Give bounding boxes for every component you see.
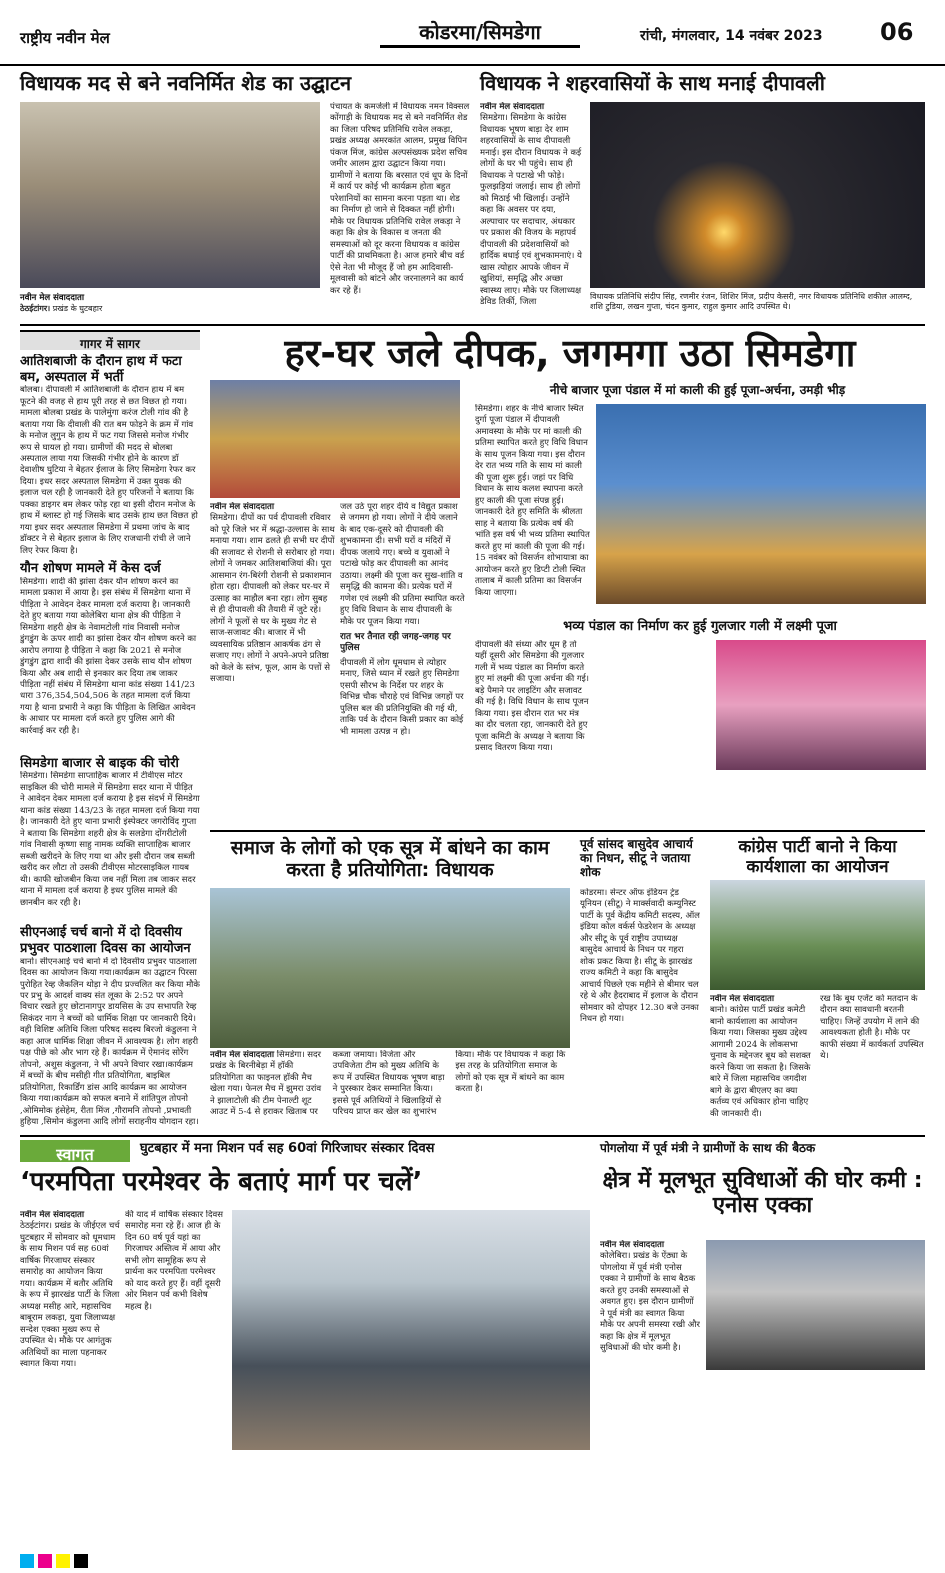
- divider: [20, 324, 925, 326]
- lakshmi-body2: [596, 640, 711, 810]
- kali-body: सिमडेगा। शहर के नीचे बाजार स्थित दुर्गा पूजा पंडाल में दीपावली अमावस्या के मौके पर मां काली की प्रतिमा स्थापित करते हुए विधि विधान के साथ पूजन किया गया। इस दौरान देर रात भव्य गति के साथ मां काली की पूजा शुरू हुई। जहां पर विधि विधान के साथ कलश स्थापना करते हुए काली की पूजा संपन्न हुई। जानकारी देते हुए समिति के श्रीलता साह ने बताया कि प्रत्येक वर्ष की भांति इस वर्ष भी भव्य प्रतिमा स्थापित करते हुए मां काली की पूजा की गई। 15 नवंबर को विसर्जन शोभायात्रा का आयोजन करते हुए डिप्टी टोली स्थित तालाब में काली प्रतिमा का विसर्जन किया जाएगा।: [475, 404, 590, 598]
- welcome-body2: की याद में वार्षिक संस्कार दिवस समारोह मना रहे हैं। आज ही के दिन 60 वर्ष पूर्व यहां का गिरजाघर अस्तित्व में आया और सभी लोग सामूहिक रूप से प्रार्थना कर परमपिता परमेश्वर को याद करते हुए हैं। वहीं दूसरी ओर मिशन पर्व कभी विशेष महत्व है।: [125, 1210, 223, 1312]
- lakshmi-headline: भव्य पंडाल का निर्माण कर हुई गुलजार गली में लक्ष्मी पूजा: [563, 619, 837, 634]
- divider: [210, 830, 925, 832]
- color-registration-bar: [20, 1553, 925, 1567]
- bigstory-byline: नवीन मेल संवाददाता: [210, 502, 275, 512]
- lakshmi-photo: [716, 640, 926, 770]
- sidebar-item-body: बानो। सीएनआई चर्च बानो में दो दिवसीय प्रभुवर पाठशाला दिवस का आयोजन किया गया।कार्यक्रम का उद्घाटन पिरसा पुरोहित रेव्ह जैकलिन थोड़ा ने दीप प्रज्वलित कर किया मौके पर प्रभु के आदर्श वाक्य संत लूका के 2:52 पर अपने विचार रखते हुए छोटानागपुर डायसिस के उप सभापति रेव्ह सिकंदर नाग ने बच्चों को धार्मिक शिक्षा पर जानकारी दिये। वही विशिष्ट अतिथि जिला परिषद सदस्य बिरजो कंडुलना ने कहा आज धार्मिक शिक्षा जीवन में आवश्यक है। लोग शहरी पक्ष पीछे को और भाग रहे हैं। कार्यक्रम में ऐमानंद सोरेंग तोपनो, अशुस कंडुलना, ने भी अपने विचार रखा।कार्यक्रम में बच्चों के बीच मसीही गीत प्रतियोगिता, बाइबिल प्रतियोगिता, रिकार्डिंग डांस आदि कार्यक्रम का आयोजन किया गया।कार्यक्रम को सफल बनाने में शांतिपुल तोपनो ,ओमिमोक हंसेहेम, रीता मिंज ,गौरामनि तोपनो ,प्रभावती हुहिया ,सिमोन कंडुलना आदि लोगों सराहनीय योगदान रहा।: [20, 956, 200, 1128]
- story2-caption: विधायक प्रतिनिधि संदीप सिंह, रणमीर रंजन, शिशिर मिंज, प्रदीप केसरी, नगर विधायक प्रतिनिधि शकील आलम्द, शशि टुडिया, लखन गुप्ता, चंदन कुमार, राहुल कुमार आदि उपस्थित थे।: [590, 292, 913, 312]
- black-swatch: [74, 1554, 88, 1568]
- pogloya-body2: [706, 1374, 925, 1540]
- story1-caption-text: [125, 292, 320, 322]
- shok-headline: पूर्व सांसद बासुदेव आचार्य का निधन, सीटू ने जताया शोक: [580, 837, 693, 879]
- section-title: कोडरमा/सिमडेगा: [380, 18, 580, 48]
- bigstory-body-col1: [210, 502, 335, 832]
- pogloya-headline: क्षेत्र में मूलभूत सुविधाओं की घोर कमी : एनोस एक्का: [602, 1168, 923, 1219]
- welcome-headline: ‘परमपिता परमेश्वर के बताएं मार्ग पर चलें’: [20, 1167, 423, 1197]
- sidebar-item-headline: आतिशबाजी के दौरान हाथ में फटा बम, अस्पताल में भर्ती: [20, 354, 182, 385]
- bigstory-body3: दीपावली में लोग धूमधाम से त्योहार मनाए, जिसे ध्यान में रखते हुए सिमडेगा एसपी सौरभ के निर्देश पर शहर के विभिन्न चौक चौराहे एवं विभिन्न जगहों पर पुलिस बल की प्रतिनियुक्ति की गई थी, ताकि पर्व के दौरान किसी प्रकार का कोई भी मामला उत्पन्न न हो।: [340, 657, 464, 737]
- bigstory-subhead2: रात भर तैनात रही जगह-जगह पर पुलिस: [340, 632, 451, 653]
- divider: [20, 1135, 925, 1137]
- pogloya-byline: नवीन मेल संवाददाता: [600, 1240, 665, 1250]
- story1-photo: [20, 102, 320, 288]
- masthead: [0, 0, 945, 66]
- congress-headline: कांग्रेस पार्टी बानो ने किया कार्यशाला का आयोजन: [738, 837, 897, 877]
- samaj-body-text: सिमडेगा। सदर प्रखंड के बिरनीबेड़ा में हॉकी प्रतियोगिता का फाइनल हॉकी मैच खेला गया। फेनल मैच में झुमरा उरांव ने झालाटोली की टीम पेनाल्टी शूट आउट में 5-4 से हराकर खिताब पर कब्जा जमाया। विजेता और उपविजेता टीम को मुख्य अतिथि के रूप में उपस्थित विधायक भूषण बाड़ा ने पुरस्कार देकर सम्मानित किया। इससे पूर्व अतिथियों ने खिलाड़ियों से परिचय प्राप्त कर खेल का शुभारंभ किया। मौके पर विधायक ने कहा कि इस तरह के प्रतियोगिता समाज के लोगों को एक सूत्र में बांधने का काम करता है।: [210, 1050, 566, 1118]
- yellow-swatch: [56, 1554, 70, 1568]
- sidebar: [20, 354, 200, 1254]
- brand-name: राष्ट्रीय नवीन मेल: [20, 29, 110, 47]
- page-number: 06: [880, 18, 914, 46]
- congress-body: [710, 994, 815, 1130]
- ganesh-lakshmi-photo: [210, 380, 460, 498]
- story1-place: ठेठईटांगर।: [20, 303, 51, 313]
- sidebar-item-headline: सिमडेगा बाजार से बाइक की चोरी: [20, 755, 179, 771]
- sidebar-item-body: सिमडेगा। सिमडेगा साप्ताहिक बाजार में टीवीएस मोटर साइकिल की चोरी मामले में सिमडेगा सदर थाना में पीड़ित ने आवेदन देकर मामला दर्ज कराया है इस संदर्भ में सिमडेगा थाना कांड संख्या 143/23 के तहत मामला दर्ज किया गया है। जानकारी देते हुए थाना प्रभारी इंस्पेक्टर जगरोविंद गुप्ता ने बताया कि सिमडेगा शहरी क्षेत्र के सलडेगा दोंगरीटोली गांव निवासी कृष्णा साहु नामक व्यक्ति साप्ताहिक बाजार सब्जी खरीदने के लिए गया था और इसी दौरान जब सब्जी खरीद कर लौटा तो उसकी टीवीएस मोटरसाइकिल गायब थी। काफी खोजबीन किया जब नहीं मिला तब जाकर सदर थाना में मामला दर्ज कराया है इधर पुलिस मामले की छानबीन कर रही है।: [20, 771, 200, 908]
- bigstory-body1: सिमडेगा। दीपों का पर्व दीपावली रविवार को पूरे जिले भर में श्रद्धा-उल्लास के साथ मनाया गया। शाम ढलते ही सभी घर दीपों की सजावट से रोशनी से सरोबार हो गया। लोगों ने जमकर आतिशबाजियां की। पूरा आसमान रंग-बिरंगी रोशनी से प्रकाशमान होता रहा। दीपावली को लेकर घर-घर में उत्साह का माहौल बना रहा। लोग सुबह से ही दीपावली की तैयारी में जुटे रहे। लोगों ने फूलों से घर के मुख्य गेट से साज-सजावट की। बाजार में भी व्यवसायिक प्रतिष्ठान आकर्षक ढंग से सजाए गए। लोगों ने अपने-अपने प्रतिष्ठा को केले के स्तंभ, फूल, आम के पत्तों से सजाया।: [210, 513, 335, 685]
- pogloya-photo: [706, 1240, 925, 1370]
- kali-photo: [596, 404, 926, 604]
- story2-body: [480, 102, 585, 322]
- bigstory-body-col2: [340, 502, 465, 832]
- pogloya-strap: पोगलोया में पूर्व मंत्री ने ग्रामीणों के साथ की बैठक: [600, 1141, 816, 1155]
- story1-headline: विधायक मद से बने नवनिर्मित शेड का उद्घाटन: [20, 71, 352, 95]
- pogloya-body: [600, 1240, 700, 1540]
- samaj-photo: [210, 888, 570, 1048]
- cyan-swatch: [20, 1554, 34, 1568]
- lakshmi-body: दीपावली की संध्या और धूम है तो यहीं दूसरी ओर सिमडेगा की गुलजार गली में भव्य पंडाल का निर्माण करते हुए मां लक्ष्मी की पूजा अर्चना की गई। बड़े पैमाने पर लाइटिंग और सजावट की गई है। विधि विधान के साथ पूजन किया गया। इस दौरान रात भर मंत्र का दौर चलता रहा, जानकारी देते हुए पूजा कमिटी के अध्यक्ष ने बताया कि प्रसाद वितरण किया गया।: [475, 640, 590, 754]
- sidebar-item-headline: सीएनआई चर्च बानो में दो दिवसीय प्रभुवर पाठशाला दिवस का आयोजन: [20, 925, 191, 956]
- samaj-byline: नवीन मेल संवाददाता: [210, 1050, 275, 1060]
- story1-byline-block: [20, 292, 120, 314]
- story1-lead-text: प्रखंड के घुटबहार: [52, 304, 103, 313]
- samaj-headline: समाज के लोगों को एक सूत्र में बांधने का काम करता है प्रतियोगिता: विधायक: [230, 837, 550, 881]
- story2-byline: नवीन मेल संवाददाता: [480, 102, 545, 112]
- welcome-strap: घुटबहार में मना मिशन पर्व सह 60वां गिरिजाघर संस्कार दिवस: [140, 1141, 435, 1156]
- welcome-body-text: ठेठईटांगर। प्रखंड के जीईएल चर्च घुटबहार में सोमवार को धूमधाम के साथ मिशन पर्व सह 60वां वार्षिक गिरजाघर संस्कार समारोह का आयोजन किया गया। कार्यक्रम में बतौर अतिथि के रूप में झारखंड पार्टी के जिला अध्यक्ष मसीह आरे, महासचिव बाबूराम लकड़ा, युवा जिलाध्यक्ष सन्देश एक्का मुख्य रूप से उपस्थित थे। मौके पर आगंतुक अतिथियों का माला पहनाकर स्वागत किया गया।: [20, 1221, 120, 1370]
- story2-headline: विधायक ने शहरवासियों के साथ मनाई दीपावली: [480, 71, 825, 95]
- welcome-body: [20, 1210, 120, 1540]
- welcome-tag: स्वागत: [20, 1140, 130, 1162]
- shok-body: कोडरमा। सेन्टर ऑफ इंडियन ट्रेड यूनियन (सीटू) ने मार्क्सवादी कम्युनिस्ट पार्टी के पूर्व केंद्रीय कमिटी सदस्य, ऑल इंडिया कोल वर्कर्स फेडरेशन के अध्यक्ष और सीटू के पूर्व राष्ट्रीय उपाध्यक्ष बासुदेव आचार्य के निधन पर गहरा शोक प्रकट किया है। सीटू के झारखंड राज्य कमिटी ने कहा कि बासुदेव आचार्य पिछले एक महीने से बीमार चल रहे थे और हैदराबाद में इलाज के दौरान सोमवार को दोपहर 12.30 बजे उनका निधन हो गया।: [580, 888, 700, 1025]
- bigstory-body2: जल उठे पूरा शहर दीये व विद्युत प्रकाश से जगमग हो गया। लोगों ने दीये जलाने के बाद एक-दूसरे को दीपावली की शुभकामना दी। सभी घरों व मंदिरों में दीपक जलाये गए। बच्चे व युवाओं ने पटाखे फोड़ कर दीपावली का आनंद उठाया। लक्ष्मी की पूजा कर सुख-शांति व समृद्धि की कामना की। प्रत्येक घरों में गणेश एवं लक्ष्मी की प्रतिमा स्थापित करते हुए विधि विधान के साथ दीपावली के मौके पर पूजन किया गया।: [340, 502, 465, 627]
- congress-photo: [710, 880, 925, 990]
- welcome-photo: [232, 1210, 590, 1450]
- story1-body: पंचायत के कमर्जली में विधायक नमन विक्सल कोंगाड़ी के विधायक मद से बने नवनिर्मित शेड का जिला परिषद प्रतिनिधि रावेल लकड़ा, प्रखंड अध्यक्ष अमरकांत आलम, प्रमुख विपिन पंकज मिंज, कांग्रेस अल्पसंख्यक प्रदेश सचिव जमीर आलम द्वारा उद्घाटन किया गया। ग्रामीणों ने बताया कि बरसात एवं धूप के दिनों में कार्य पर कोई भी कार्यक्रम होता बहुत परेशानियों का सामना करना पड़ता था। शेड का निर्माण हो जाने से दिक्कत नहीं होगी। मौके पर विधायक प्रतिनिधि रावेल लकड़ा ने कहा कि क्षेत्र के विकास व जनता की समस्याओं को दूर करना विधायक व कांग्रेस पार्टी की प्राथमिकता है। आज हमारे बीच वर्ड ऐसे नेता भी मौजूद हैं जो हम आदिवासी-मूलवासी को बांटने और जरनालगने का कार्य कर रहे हैं।: [330, 102, 470, 296]
- magenta-swatch: [38, 1554, 52, 1568]
- story1-byline: नवीन मेल संवाददाता: [20, 293, 85, 303]
- samaj-body: [210, 1050, 570, 1130]
- welcome-byline: नवीन मेल संवाददाता: [20, 1210, 85, 1220]
- sidebar-title: गागर में सागर: [20, 330, 200, 350]
- sidebar-item-body: बोलबा। दीपावली में आतिशबाजी के दौरान हाथ में बम फूटने की वजह से हाथ पूरी तरह से छत विछत हो गया। मामला बोलबा प्रखंड के पालेमुंगा करंज टोली गांव की है बताया गया कि दीवाली की रात बम फोड़ने के क्रम में गांव के मनोज लुगुन के हाथ में फट गया जिससे मनोज गंभीर रूप से घायल हो गया। ग्रामीणों की मदद से बोलबा अस्पताल लाया गया जिसकी गंभीर होने के कारण डॉ देवाशीष घुटिया ने बेहतर ईलाज के लिए सिमडेगा रेफर कर दिया। इधर सदर अस्पताल सिमडेगा में उक्त युवक की इलाज चल रही है जानकारी देते हुए परिजनों ने बताया कि पक्का डाइगर बम लेकर फोड़ रहा था इसी दौरान मनोज के हाथ में ब्लास्ट हो गई जिसके बाद उसके हाथ छत विछत हो गया इधर सदर अस्पताल सिमडेगा में प्रथमा जांच के बाद डॉक्टर ने से बेहतर इलाज के लिए राजधानी रांची ले जाने लिए रेफर किया है।: [20, 385, 198, 556]
- sidebar-item-headline: यौन शोषण मामले में केस दर्ज: [20, 561, 161, 577]
- sidebar-item-body: सिमडेगा। शादी की झांसा देकर यौन शोषण करने का मामला प्रकाश में आया है। इस संबंध में सिमडेगा थाना में पीड़िता ने आवेदन देकर मामला दर्ज कराया है। जानकारी देते हुए बताया गया कोलेबिरा थाना क्षेत्र की पीड़िता ने सिमडेगा शहरी क्षेत्र के नेवामटोली गांव निवासी मनोज डुंगडुंग के ऊपर शादी का झांसा देकर यौन शोषण करने का आरोप लगाया है पीड़िता ने कहा कि 2021 से मनोज डुंगडुंग द्वारा शादी की झांसा देकर उसके साथ यौन शोषण किया और अब शादी से इनकार कर दिया तब जाकर पीड़िता नहीं संबंध में सिमडेगा थाना कांड संख्या 141/23 धारा 376,354,504,506 के तहत मामला दर्ज किया गया है थाना प्रभारी ने कहा कि पीड़िता के लिखित आवेदन के आधार पर मामला दर्ज करते हुए पुलिस आगे की कार्रवाई कर रही है।: [20, 576, 197, 736]
- welcome-body3: [232, 1455, 590, 1540]
- story2-photo: [590, 102, 925, 288]
- congress-body2: रख कि बूथ एजेंट को मतदान के दौरान क्या सावधानी बरतनी चाहिए। जिन्हें उपयोग में लाने की आवश्यकता होती है। मौके पर काफी संख्या में कार्यकर्ता उपस्थित थे।: [820, 994, 924, 1062]
- congress-body-text: बानो। कांग्रेस पार्टी प्रखंड कमेटी बानो कार्यशाला का आयोजन किया गया। जिसका मुख्य उद्देश्य आगामी 2024 के लोकसभा चुनाव के मद्देनजर बूथ को सशक्त करने किया जा सकता है। जिसके बारे में जिला महासचिव जगदीश बागे के द्वारा बीएलए का क्या कर्तव्य एवं अधिकार होना चाहिए की जानकारी दी।: [710, 1005, 811, 1119]
- story1-lead: [20, 303, 120, 314]
- bigstory-subhead: नीचे बाजार पूजा पंडाल में मां काली की हुई पूजा-अर्चना, उमड़ी भीड़: [549, 383, 846, 397]
- bigstory-headline: हर-घर जले दीपक, जगमगा उठा सिमडेगा: [284, 331, 856, 375]
- dateline: रांची, मंगलवार, 14 नवंबर 2023: [640, 28, 823, 44]
- story2-body-text: सिमडेगा। सिमडेगा के कांग्रेस विधायक भूषण बाड़ा देर शाम शहरवासियों के साथ दीपावली मनाई। इस दौरान विधायक ने कई लोगों के घर भी पहुंचे। साथ ही विधायक ने पटाखे भी फोड़े। फुलझड़ियां जलाई। साथ ही लोगों को मिठाई भी खिलाई। उन्होंने कहा कि अवसर पर दया, अल्पाचार पर सदाचार, अंधकार पर प्रकाश की विजय के महापर्व दीपावली की प्रदेशवासियों को हार्दिक बधाई एवं शुभकामनाएं। ये खास त्योहार आपके जीवन में खुशियां, समृद्धि और अच्छा स्वास्थ्य लाए। मौके पर जिलाध्यक्ष डेविड तिर्की, जिला: [480, 113, 582, 307]
- pogloya-body-text: कोलेबिरा। प्रखंड के ऐंठ्या के पोगलोया में पूर्व मंत्री एनोस एक्का ने ग्रामीणों के साथ बैठक करते हुए उनकी समस्याओं से अवगत हुए। इस दौरान ग्रामीणों ने पूर्व मंत्री का स्वागत किया मौके पर अपनी समस्या रखी और कहा कि क्षेत्र में मूलभूत सुविधाओं की घोर कमी है।: [600, 1251, 700, 1354]
- congress-byline: नवीन मेल संवाददाता: [710, 994, 775, 1004]
